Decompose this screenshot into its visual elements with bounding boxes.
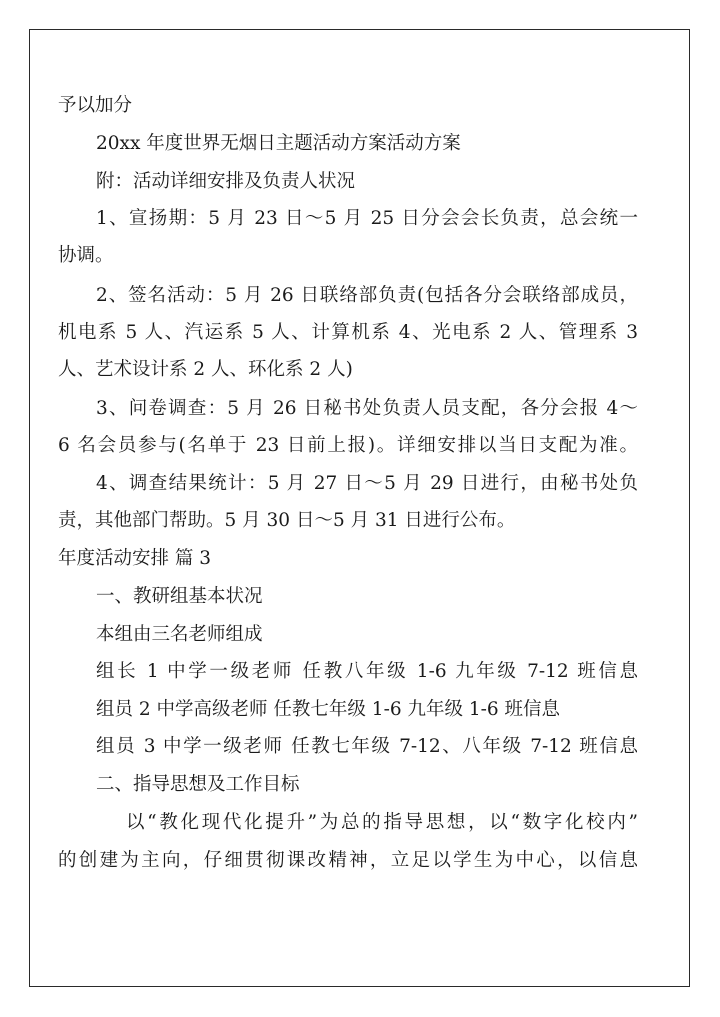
text-line: 协调。 [58,245,114,266]
text-line: 附：活动详细安排及负责人状况 [96,171,356,192]
text-line: 机电系 5 人、汽运系 5 人、计算机系 4、光电系 2 人、管理系 3 [58,322,638,343]
text-line: 二、指导思想及工作目标 [96,774,300,795]
text-line: 的创建为主向，仔细贯彻课改精神，立足以学生为中心，以信息 [58,850,638,871]
text-line: 人、艺术设计系 2 人、环化系 2 人) [58,359,353,380]
text-line: 予以加分 [58,95,133,116]
text-line: 组员 3 中学一级老师 任教七年级 7-12、八年级 7-12 班信息 [96,736,638,757]
text-line: 组员 2 中学高级老师 任教七年级 1-6 九年级 1-6 班信息 [96,699,561,720]
text-line: 本组由三名老师组成 [96,624,263,645]
text-line: 2、签名活动：5 月 26 日联络部负责(包括各分会联络部成员， [96,285,638,306]
text-line: 组长 1 中学一级老师 任教八年级 1-6 九年级 7-12 班信息 [96,661,638,682]
text-line: 1、宣扬期：5 月 23 日～5 月 25 日分会会长负责，总会统一 [96,208,638,229]
text-line: 4、调查结果统计：5 月 27 日～5 月 29 日进行，由秘书处负 [96,473,638,494]
text-line: 一、教研组基本状况 [96,586,263,607]
text-line: 6 名会员参与(名单于 23 日前上报)。详细安排以当日支配为准。 [58,435,638,456]
text-line: 责，其他部门帮助。5 月 30 日～5 月 31 日进行公布。 [58,510,516,531]
text-line: 20xx 年度世界无烟日主题活动方案活动方案 [96,133,461,154]
text-line: 3、问卷调查：5 月 26 日秘书处负责人员支配，各分会报 4～ [96,398,638,419]
text-line: 以“教化现代化提升”为总的指导思想，以“数字化校内” [126,812,638,833]
section-heading: 年度活动安排 篇 3 [58,548,212,569]
